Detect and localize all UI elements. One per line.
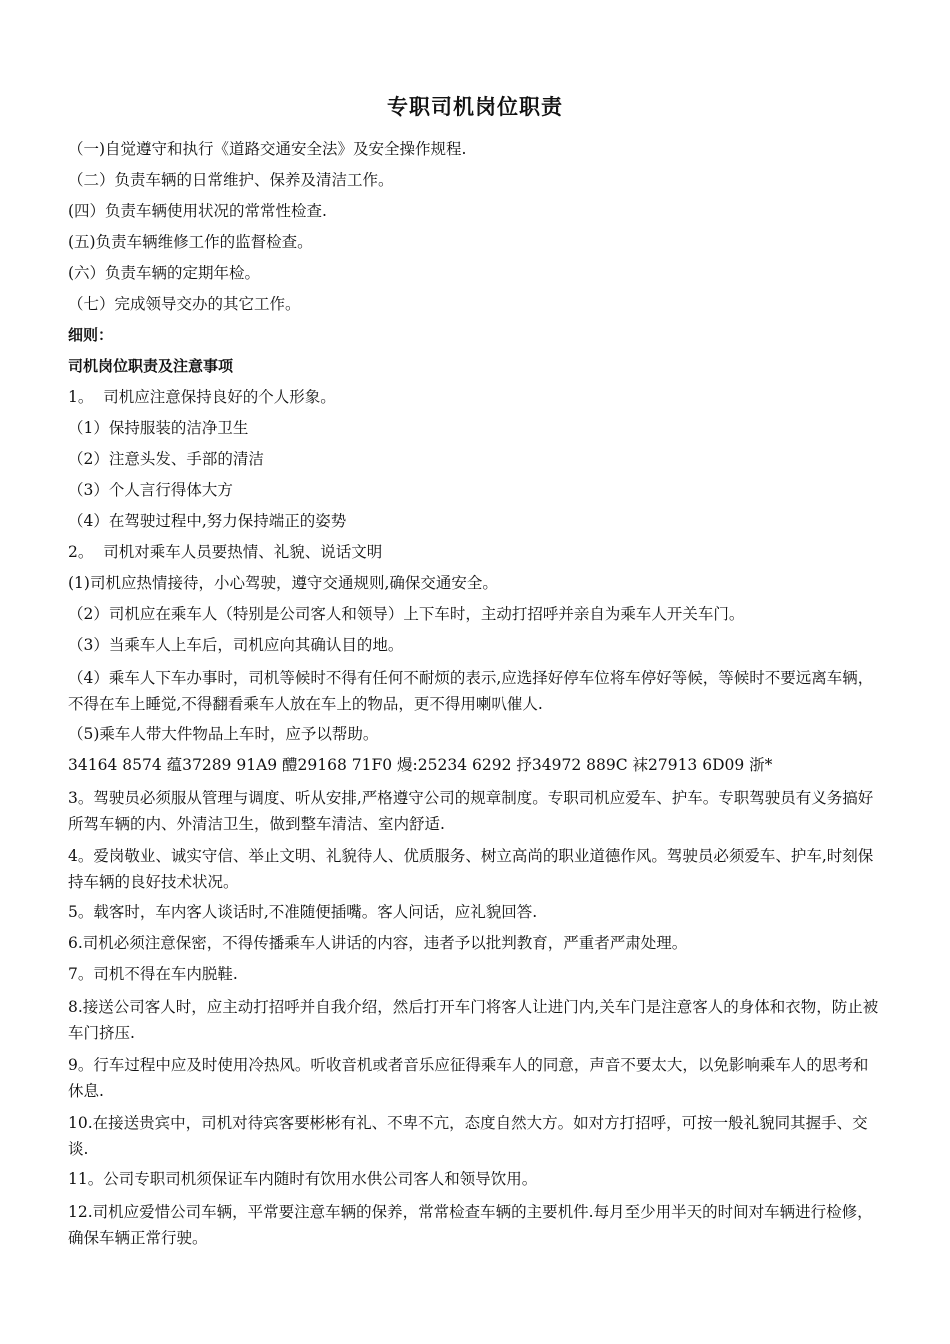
document-paragraph: （七）完成领导交办的其它工作。 [68,295,301,313]
document-paragraph: （二）负责车辆的日常维护、保养及清洁工作。 [68,171,394,189]
document-paragraph: （2）注意头发、手部的清洁 [68,450,264,468]
document-paragraph: 9。行车过程中应及时使用冷热风。听收音机或者音乐应征得乘车人的同意，声音不要太大，以免影响乘车人的思考和休息. [68,1056,869,1100]
document-paragraph: (四）负责车辆使用状况的常常性检查. [68,202,327,220]
document-paragraph: （3）个人言行得体大方 [68,481,233,499]
document-paragraph: （4）在驾驶过程中,努力保持端正的姿势 [68,512,347,530]
document-paragraph: (1)司机应热情接待，小心驾驶，遵守交通规则,确保交通安全。 [68,574,498,592]
document-paragraph: （3）当乘车人上车后，司机应向其确认目的地。 [68,636,404,654]
section-heading: 细则： [68,326,114,344]
document-paragraph: 5。载客时，车内客人谈话时,不准随便插嘴。客人问话，应礼貌回答. [68,903,538,921]
document-paragraph: （5)乘车人带大件物品上车时，应予以帮助。 [68,725,379,743]
document-paragraph: 34164 8574 蕴37289 91A9 醴29168 71F0 熳:25234 6292 抒34972 889C 袜27913 6D09 浙* [68,756,773,774]
document-paragraph: 3。驾驶员必须服从管理与调度、听从安排,严格遵守公司的规章制度。专职司机应爱车、护车。专职驾驶员有义务搞好所驾车辆的内、外清洁卫生，做到整车清洁、室内舒适. [68,789,874,833]
document-paragraph: 2。 司机对乘车人员要热情、礼貌、说话文明 [68,543,383,561]
document-paragraph: 8.接送公司客人时，应主动打招呼并自我介绍，然后打开车门将客人让进门内,关车门是注意客人的身体和衣物，防止被车门挤压. [68,998,879,1042]
document-paragraph: 6.司机必须注意保密，不得传播乘车人讲话的内容，违者予以批判教育，严重者严肃处理。 [68,934,688,952]
page-title: 专职司机岗位职责 [387,95,563,119]
document-body [68,138,880,1257]
section-heading: 司机岗位职责及注意事项 [68,357,234,375]
document-paragraph: 11。公司专职司机须保证车内随时有饮用水供公司客人和领导饮用。 [68,1170,538,1188]
document-paragraph: （2）司机应在乘车人（特别是公司客人和领导）上下车时，主动打招呼并亲自为乘车人开关车门。 [68,605,745,623]
document-paragraph: （一)自觉遵守和执行《道路交通安全法》及安全操作规程. [68,140,467,158]
document-paragraph: 10.在接送贵宾中，司机对待宾客要彬彬有礼、不卑不亢，态度自然大方。如对方打招呼，可按一般礼貌同其握手、交谈. [68,1114,868,1158]
document-paragraph: 4。爱岗敬业、诚实守信、举止文明、礼貌待人、优质服务、树立高尚的职业道德作风。驾驶员必须爱车、护车,时刻保持车辆的良好技术状况。 [68,847,874,891]
document-paragraph: （4）乘车人下车办事时，司机等候时不得有任何不耐烦的表示,应选择好停车位将车停好等候，等候时不要远离车辆，不得在车上睡觉,不得翻看乘车人放在车上的物品，更不得用喇叭催人. [68,669,874,713]
document-paragraph: (六）负责车辆的定期年检。 [68,264,261,282]
document-paragraph: (五)负责车辆维修工作的监督检查。 [68,233,313,251]
document-paragraph: 7。司机不得在车内脱鞋. [68,965,238,983]
document-paragraph: 1。 司机应注意保持良好的个人形象。 [68,388,336,406]
document-paragraph: 12.司机应爱惜公司车辆，平常要注意车辆的保养，常常检查车辆的主要机件.每月至少用半天的时间对车辆进行检修，确保车辆正常行驶。 [68,1203,873,1247]
document-paragraph: （1）保持服装的洁净卫生 [68,419,249,437]
